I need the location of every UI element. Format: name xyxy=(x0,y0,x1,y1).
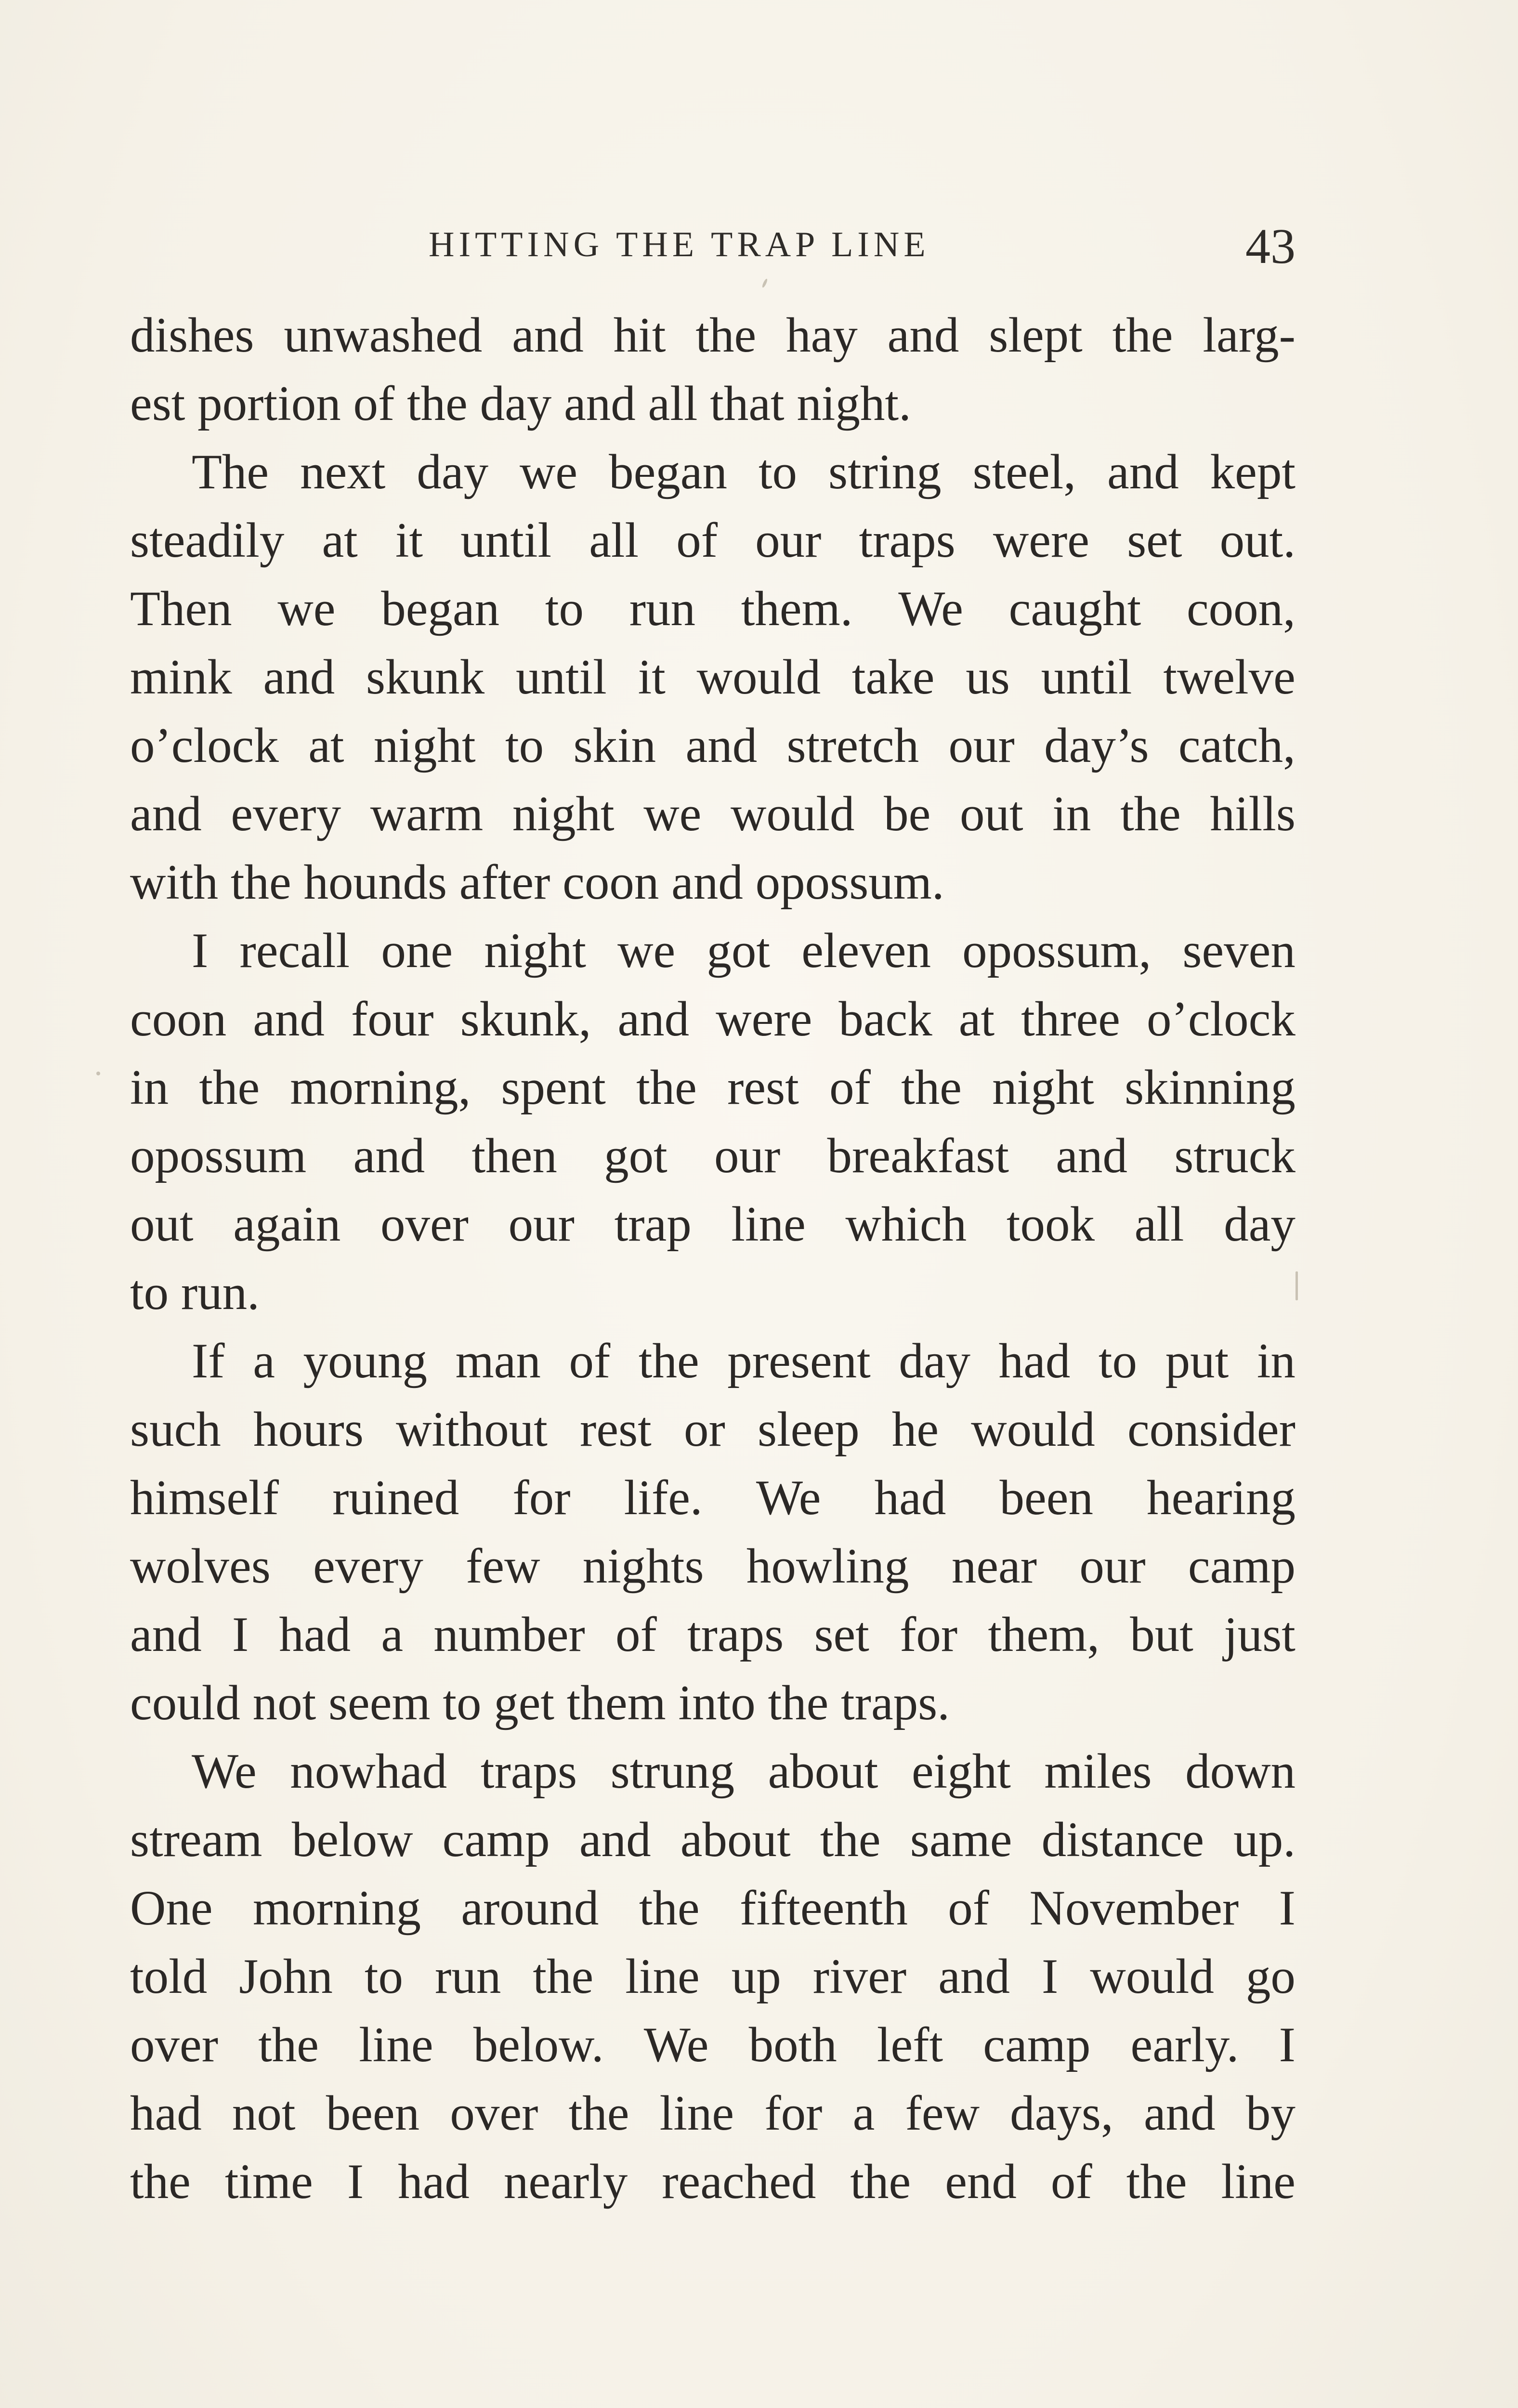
word: out xyxy=(960,786,1023,841)
word: it xyxy=(638,650,666,705)
word: stream xyxy=(130,1812,262,1867)
word: night xyxy=(484,923,586,978)
word: up xyxy=(731,1949,781,2004)
word: One xyxy=(130,1881,213,1936)
word: to xyxy=(505,718,544,773)
word: If xyxy=(192,1334,225,1388)
word: we xyxy=(617,923,676,978)
word: the xyxy=(820,1812,881,1867)
word: line xyxy=(359,2017,433,2072)
word: every xyxy=(313,1539,423,1594)
word: in xyxy=(130,1060,169,1115)
text-line xyxy=(130,2079,1296,2147)
word: to xyxy=(758,445,798,499)
word: few xyxy=(905,2086,980,2141)
word: until xyxy=(460,513,552,568)
word: hit xyxy=(613,308,666,363)
word: eight xyxy=(911,1744,1011,1799)
word: unwashed xyxy=(284,308,483,363)
word: then xyxy=(471,1128,557,1183)
word: fifteenth xyxy=(740,1881,908,1936)
word: not xyxy=(232,2086,296,2141)
word: coon xyxy=(130,992,227,1047)
word: for xyxy=(512,1470,571,1525)
word: line xyxy=(1221,2154,1296,2209)
word: at xyxy=(322,513,358,568)
word: of xyxy=(676,513,718,568)
text-line xyxy=(130,1053,1296,1122)
word: put xyxy=(1165,1334,1229,1388)
word: time xyxy=(224,2154,313,2209)
word: them. xyxy=(741,581,853,636)
word: spent xyxy=(501,1060,606,1115)
word: would xyxy=(971,1402,1095,1457)
word: We xyxy=(643,2017,709,2072)
word: back xyxy=(838,992,932,1047)
word: again xyxy=(233,1197,341,1252)
word: we xyxy=(520,445,578,499)
word: day xyxy=(1224,1197,1296,1252)
word: a xyxy=(253,1334,275,1388)
word: got xyxy=(707,923,771,978)
word: over xyxy=(130,2017,219,2072)
word: coon, xyxy=(1186,581,1296,636)
word: to xyxy=(545,581,584,636)
text-line xyxy=(130,916,1296,985)
word: o’clock xyxy=(130,718,279,773)
word: the xyxy=(568,2086,629,2141)
word: larg- xyxy=(1203,308,1296,363)
word: and xyxy=(512,308,584,363)
word: We xyxy=(898,581,963,636)
word: days, xyxy=(1010,2086,1113,2141)
word: twelve xyxy=(1163,650,1296,705)
word: were xyxy=(993,513,1089,568)
word: end xyxy=(945,2154,1017,2209)
word: young xyxy=(303,1334,427,1388)
word: skunk xyxy=(366,650,485,705)
text-line: with the hounds after coon and opossum. xyxy=(130,855,944,910)
word: eleven xyxy=(801,923,931,978)
word: morning, xyxy=(290,1060,471,1115)
word: and xyxy=(130,786,202,841)
text-line xyxy=(130,1806,1296,1874)
word: same xyxy=(910,1812,1012,1867)
word: to xyxy=(1098,1334,1138,1388)
word: of xyxy=(1050,2154,1092,2209)
word: opossum xyxy=(130,1128,307,1183)
word: or xyxy=(683,1402,725,1457)
word: distance xyxy=(1041,1812,1204,1867)
word: rest xyxy=(580,1402,652,1457)
word: four xyxy=(351,992,434,1047)
word: life. xyxy=(624,1470,703,1525)
word: began xyxy=(609,445,727,499)
word: slept xyxy=(989,308,1083,363)
word: ruined xyxy=(332,1470,459,1525)
word: line xyxy=(731,1197,806,1252)
word: opossum, xyxy=(962,923,1152,978)
word: consider xyxy=(1127,1402,1296,1457)
text-line xyxy=(130,2147,1296,2216)
word: below xyxy=(291,1812,413,1867)
word: November xyxy=(1029,1881,1239,1936)
word: seven xyxy=(1182,923,1296,978)
word: the xyxy=(199,1060,260,1115)
word: skunk, xyxy=(460,992,591,1047)
text-line xyxy=(130,643,1296,711)
word: rest xyxy=(727,1060,799,1115)
word: our xyxy=(508,1197,575,1252)
word: run xyxy=(629,581,696,636)
word: nowhad xyxy=(290,1744,447,1799)
word: took xyxy=(1006,1197,1095,1252)
word: about xyxy=(680,1812,791,1867)
text-line xyxy=(130,1327,1296,1395)
word: early. xyxy=(1130,2017,1239,2072)
word: hills xyxy=(1210,786,1296,841)
text-line xyxy=(130,711,1296,780)
word: one xyxy=(381,923,453,978)
word: camp xyxy=(442,1812,550,1867)
word: of xyxy=(615,1607,657,1662)
word: it xyxy=(395,513,423,568)
word: and xyxy=(617,992,690,1047)
paper-speck xyxy=(96,1072,100,1075)
word: had xyxy=(398,2154,470,2209)
word: in xyxy=(1052,786,1091,841)
word: up. xyxy=(1233,1812,1296,1867)
word: I xyxy=(1279,1881,1296,1936)
word: morning xyxy=(252,1881,421,1936)
word: miles xyxy=(1044,1744,1152,1799)
word: and xyxy=(130,1607,202,1662)
word: near xyxy=(951,1539,1037,1594)
word: a xyxy=(381,1607,404,1662)
word: our xyxy=(948,718,1015,773)
word: I xyxy=(232,1607,249,1662)
word: until xyxy=(515,650,607,705)
word: we xyxy=(277,581,336,636)
word: the xyxy=(258,2017,319,2072)
word: day xyxy=(417,445,489,499)
word: the xyxy=(639,1881,700,1936)
word: hearing xyxy=(1147,1470,1296,1525)
word: and xyxy=(1056,1128,1127,1183)
text-line xyxy=(130,1464,1296,1532)
word: down xyxy=(1185,1744,1296,1799)
word: for xyxy=(764,2086,823,2141)
word: out. xyxy=(1219,513,1296,568)
word: over xyxy=(450,2086,538,2141)
text-line xyxy=(130,1600,1296,1669)
word: the xyxy=(1112,308,1173,363)
word: traps xyxy=(859,513,955,568)
word: would xyxy=(696,650,821,705)
paper-speck xyxy=(1296,1271,1298,1300)
word: day’s xyxy=(1044,718,1149,773)
word: three xyxy=(1021,992,1120,1047)
word: our xyxy=(1079,1539,1146,1594)
word: such xyxy=(130,1402,221,1457)
text-line xyxy=(130,985,1296,1053)
word: Then xyxy=(130,581,232,636)
word: reached xyxy=(662,2154,816,2209)
word: all xyxy=(1134,1197,1184,1252)
word: We xyxy=(756,1470,821,1525)
word: set xyxy=(814,1607,869,1662)
word: were xyxy=(716,992,812,1047)
word: river xyxy=(812,1949,907,2004)
running-head xyxy=(130,218,1296,275)
word: We xyxy=(192,1744,257,1799)
word: of xyxy=(569,1334,611,1388)
word: line xyxy=(659,2086,734,2141)
word: and xyxy=(353,1128,425,1183)
word: line xyxy=(625,1949,700,2004)
word: been xyxy=(999,1470,1093,1525)
word: strung xyxy=(610,1744,735,1799)
word: traps xyxy=(480,1744,577,1799)
word: just xyxy=(1224,1607,1296,1662)
word: our xyxy=(714,1128,781,1183)
word: and xyxy=(1143,2086,1216,2141)
word: camp xyxy=(983,2017,1091,2072)
text-line: est portion of the day and all that night. xyxy=(130,376,911,431)
word: skinning xyxy=(1125,1060,1296,1115)
text-line xyxy=(130,780,1296,848)
word: and xyxy=(579,1812,651,1867)
text-line: to run. xyxy=(130,1265,260,1320)
word: every xyxy=(231,786,341,841)
word: steel, xyxy=(972,445,1076,499)
word: them, xyxy=(988,1607,1100,1662)
word: present xyxy=(727,1334,871,1388)
word: caught xyxy=(1008,581,1141,636)
word: the xyxy=(850,2154,911,2209)
word: began xyxy=(381,581,500,636)
word: about xyxy=(768,1744,878,1799)
word: by xyxy=(1245,2086,1296,2141)
word: traps xyxy=(687,1607,784,1662)
word: nights xyxy=(582,1539,704,1594)
word: and xyxy=(253,992,325,1047)
word: go xyxy=(1245,1949,1296,2004)
word: day xyxy=(899,1334,971,1388)
word: recall xyxy=(239,923,350,978)
word: to xyxy=(364,1949,404,2004)
word: man xyxy=(455,1334,541,1388)
word: the xyxy=(901,1060,962,1115)
word: I xyxy=(192,923,209,978)
word: of xyxy=(948,1881,990,1936)
word: us xyxy=(966,650,1010,705)
text-line xyxy=(130,438,1296,506)
word: string xyxy=(828,445,942,499)
word: would xyxy=(731,786,855,841)
word: for xyxy=(900,1607,958,1662)
word: the xyxy=(130,2154,191,2209)
word: John xyxy=(239,1949,333,2004)
word: night xyxy=(992,1060,1094,1115)
word: himself xyxy=(130,1470,279,1525)
word: had xyxy=(130,2086,202,2141)
word: o’clock xyxy=(1147,992,1296,1047)
word: the xyxy=(636,1060,697,1115)
word: told xyxy=(130,1949,208,2004)
word: nearly xyxy=(503,2154,628,2209)
word: the xyxy=(638,1334,699,1388)
word: howling xyxy=(746,1539,909,1594)
word: stretch xyxy=(786,718,919,773)
text-line xyxy=(130,2011,1296,2079)
word: at xyxy=(958,992,995,1047)
word: until xyxy=(1041,650,1132,705)
word: the xyxy=(695,308,757,363)
text-line xyxy=(130,1942,1296,2011)
word: in xyxy=(1256,1334,1296,1388)
word: next xyxy=(300,445,386,499)
text-line: could not seem to get them into the traps. xyxy=(130,1675,950,1730)
text-line xyxy=(130,1874,1296,1942)
page-number: 43 xyxy=(1245,219,1296,274)
word: few xyxy=(466,1539,540,1594)
text-line xyxy=(130,1737,1296,1806)
word: hours xyxy=(253,1402,364,1457)
word: I xyxy=(347,2154,364,2209)
word: had xyxy=(279,1607,351,1662)
word: warm xyxy=(370,786,484,841)
word: we xyxy=(643,786,702,841)
word: breakfast xyxy=(827,1128,1009,1183)
word: of xyxy=(829,1060,871,1115)
word: number xyxy=(433,1607,585,1662)
word: mink xyxy=(130,650,232,705)
text-line xyxy=(130,1532,1296,1600)
text-line xyxy=(130,1122,1296,1190)
word: at xyxy=(308,718,344,773)
running-title: HITTING THE TRAP LINE xyxy=(429,225,930,264)
word: sleep xyxy=(757,1402,860,1457)
text-line xyxy=(130,1395,1296,1464)
word: a xyxy=(852,2086,875,2141)
paper-speck xyxy=(761,278,768,288)
word: both xyxy=(748,2017,837,2072)
word: skin xyxy=(573,718,656,773)
word: all xyxy=(589,513,639,568)
word: without xyxy=(396,1402,548,1457)
word: which xyxy=(845,1197,967,1252)
word: night xyxy=(512,786,615,841)
word: around xyxy=(461,1881,599,1936)
word: been xyxy=(326,2086,420,2141)
word: dishes xyxy=(130,308,254,363)
word: he xyxy=(891,1402,939,1457)
word: catch, xyxy=(1178,718,1296,773)
word: run xyxy=(435,1949,501,2004)
text-line xyxy=(130,506,1296,575)
word: and xyxy=(887,308,959,363)
word: night xyxy=(373,718,476,773)
text-line xyxy=(130,1190,1296,1258)
word: and xyxy=(938,1949,1010,2004)
word: The xyxy=(192,445,269,499)
text-line xyxy=(130,575,1296,643)
word: wolves xyxy=(130,1539,271,1594)
word: got xyxy=(604,1128,667,1183)
word: I xyxy=(1279,2017,1296,2072)
word: would xyxy=(1090,1949,1214,2004)
word: had xyxy=(874,1470,946,1525)
word: trap xyxy=(614,1197,692,1252)
word: set xyxy=(1127,513,1182,568)
word: hay xyxy=(786,308,858,363)
word: the xyxy=(533,1949,594,2004)
word: I xyxy=(1042,1949,1059,2004)
word: take xyxy=(851,650,935,705)
word: camp xyxy=(1188,1539,1296,1594)
word: had xyxy=(998,1334,1071,1388)
word: over xyxy=(380,1197,469,1252)
word: the xyxy=(1126,2154,1187,2209)
word: and xyxy=(685,718,758,773)
text-line xyxy=(130,301,1296,369)
word: the xyxy=(1120,786,1181,841)
word: out xyxy=(130,1197,194,1252)
word: and xyxy=(263,650,335,705)
word: our xyxy=(755,513,822,568)
word: below. xyxy=(473,2017,604,2072)
word: and xyxy=(1107,445,1179,499)
word: left xyxy=(877,2017,943,2072)
word: steadily xyxy=(130,513,285,568)
word: be xyxy=(884,786,931,841)
word: kept xyxy=(1210,445,1296,499)
body-text xyxy=(130,301,1296,2216)
word: but xyxy=(1130,1607,1193,1662)
word: struck xyxy=(1174,1128,1296,1183)
